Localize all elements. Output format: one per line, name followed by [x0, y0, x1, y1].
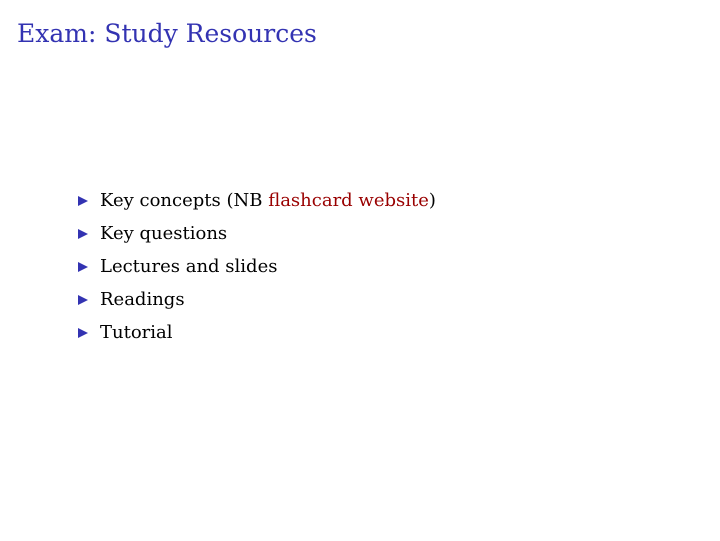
- list-item-label: Key questions: [100, 223, 228, 244]
- triangle-bullet-icon: [78, 196, 88, 206]
- triangle-bullet-icon: [78, 328, 88, 338]
- list-item-readings: [78, 283, 436, 316]
- page-title: Exam: Study Resources: [17, 19, 317, 48]
- list-item-lectures-and-slides: [78, 250, 436, 283]
- list-item-tutorial: [78, 316, 436, 349]
- triangle-bullet-icon: [78, 295, 88, 305]
- flashcard-website-link[interactable]: flashcard website: [268, 190, 429, 211]
- list-item-label: Tutorial: [100, 322, 173, 343]
- triangle-bullet-icon: [78, 229, 88, 239]
- list-item-label: Key concepts (NB flashcard website): [100, 190, 436, 211]
- list-item-key-questions: [78, 217, 436, 250]
- list-item-label: Readings: [100, 289, 185, 310]
- triangle-bullet-icon: [78, 262, 88, 272]
- list-item-label: Lectures and slides: [100, 256, 278, 277]
- list-item-key-concepts: [78, 184, 436, 217]
- resource-list: [78, 184, 436, 349]
